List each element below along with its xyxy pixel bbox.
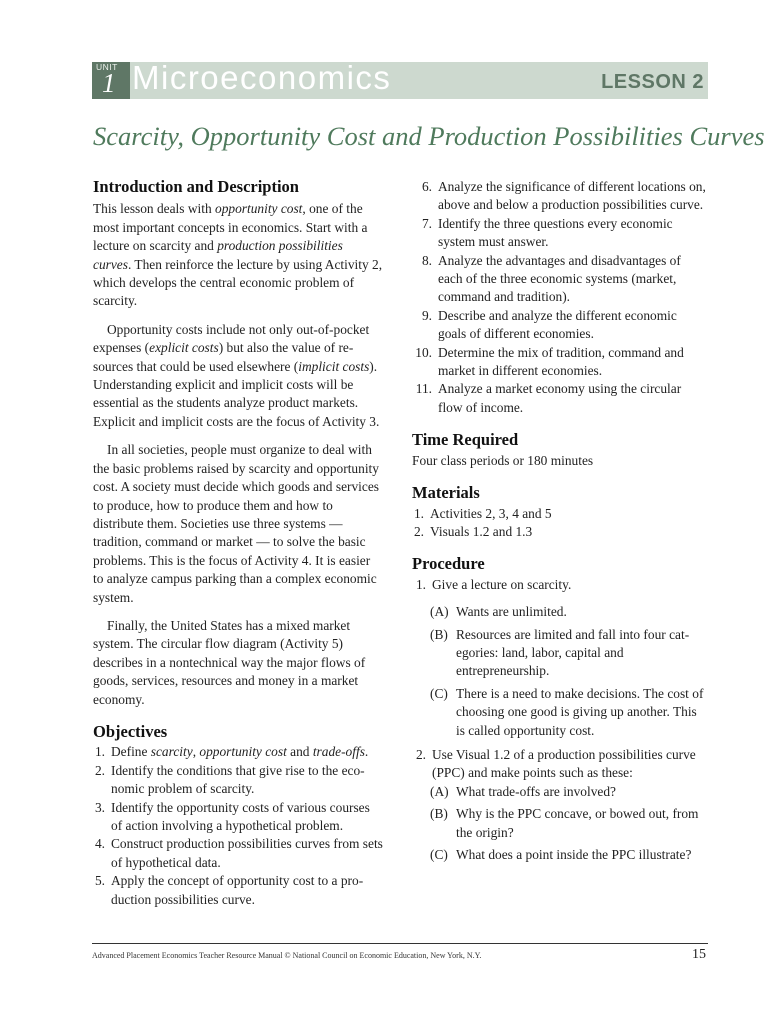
procedure-substep-label: (C)	[430, 685, 448, 701]
procedure-step-number: 1.	[415, 576, 426, 592]
procedure-step	[412, 746, 708, 783]
unit-label: UNIT	[96, 62, 118, 72]
objective-item-number: 4.	[94, 836, 105, 852]
procedure-substep	[430, 626, 708, 681]
objective-item	[93, 872, 383, 909]
objective-item-number: 1.	[94, 744, 105, 760]
page-number: 15	[692, 947, 706, 962]
materials-item	[412, 523, 708, 541]
objective-item	[93, 762, 383, 799]
time-required-heading: Time Required	[412, 430, 519, 450]
intro-heading: Introduction and Description	[93, 177, 299, 196]
italic-term: opportunity cost	[215, 201, 303, 217]
lesson-title: Scarcity, Opportunity Cost and Production Possibilities Curves	[93, 121, 765, 151]
procedure-substep-text: Why is the PPC concave, or bowed out, from the origin?	[456, 806, 699, 840]
lesson-label: LESSON 2	[601, 71, 704, 93]
italic-term: implicit costs	[298, 358, 370, 374]
left-column	[93, 178, 383, 909]
objective-item	[412, 178, 708, 215]
objective-item-text: Analyze a market economy using the circular flow of income.	[438, 381, 682, 415]
objective-item-text: Identify the conditions that give rise to the economic problem of scarcity.	[111, 762, 365, 797]
procedure-substep-label: (A)	[430, 604, 449, 620]
procedure-substep	[430, 846, 708, 864]
objective-item	[93, 743, 383, 761]
objectives-heading: Objectives	[93, 721, 168, 741]
objective-item-text: Determine the mix of tradition, command and market in different economies.	[438, 344, 684, 379]
procedure-substeps	[430, 783, 708, 865]
objective-item-number: 3.	[94, 799, 105, 815]
materials-list	[412, 505, 708, 542]
italic-term: explicit costs	[149, 340, 219, 356]
procedure-heading: Procedure	[412, 554, 485, 574]
intro-paragraph: Opportunity costs include not only out-of-pocket expenses (explicit costs) but also the value of resources that could be used elsewhere (implicit costs). Understanding explicit and implicit costs will be essential as the students analyze product markets. Explicit and implicit costs are the focus of Activity 3.	[93, 321, 380, 429]
objective-item	[93, 799, 383, 836]
procedure-substep-label: (B)	[430, 626, 448, 642]
materials-item-text: Visuals 1.2 and 1.3	[430, 523, 533, 539]
intro-paragraph: In all societies, people must organize to deal with the basic problems raised by scarcity and opportunity cost. A society must decide which goods and services to produce, how to produce them and how to distribute them. Societies use three systems — tradition, command or market — to solve the basic problems. This is the focus of Activity 4. It is easier to analyze campus parking than a complex economic system.	[93, 442, 379, 605]
materials-item	[412, 505, 708, 523]
procedure-step-number: 2.	[415, 746, 426, 762]
procedure-substep-text: There is a need to make decisions. The cost of choosing one good is giving up another. This is called opportunity cost.	[456, 685, 704, 738]
procedure-step-text: Give a lecture on scarcity.	[432, 576, 572, 592]
italic-term: opportunity cost	[199, 744, 287, 760]
objective-item	[412, 307, 708, 344]
procedure-step-text: Use Visual 1.2 of a production possibilities curve (PPC) and make points such as these:	[432, 746, 696, 781]
procedure-substep-text: Wants are unlimited.	[456, 604, 567, 620]
objective-item-number: 7.	[421, 215, 432, 231]
italic-term: production possibilities curves	[93, 238, 343, 272]
materials-item-number: 2.	[413, 523, 424, 539]
objective-item-text: Analyze the significance of different locations on, above and below a production possibilities curve.	[438, 179, 706, 213]
materials-item-number: 1.	[413, 505, 424, 521]
unit-number: 1	[102, 68, 116, 98]
procedure-step	[412, 576, 708, 594]
procedure-substeps	[430, 603, 708, 740]
procedure-substep	[430, 805, 708, 842]
objective-item-text: Apply the concept of opportunity cost to a production possibilities curve.	[111, 873, 364, 907]
procedure-substep-text: Resources are limited and fall into four categories: land, labor, capital and entrepreneurship.	[456, 626, 690, 679]
procedure-substep-label: (A)	[430, 783, 449, 799]
procedure-substep	[430, 685, 708, 740]
italic-term: trade-offs	[312, 744, 365, 760]
footer-rule	[92, 943, 708, 944]
objective-item-text: Analyze the advantages and disadvantages of each of the three economic systems (market, command and tradition).	[438, 252, 681, 305]
procedure-substep	[430, 783, 708, 801]
objective-item-number: 11.	[415, 381, 432, 397]
objective-item-text: Define scarcity, opportunity cost and trade-offs.	[111, 744, 369, 760]
objective-item-number: 6.	[421, 179, 432, 194]
procedure-substep	[430, 603, 708, 621]
objective-item	[412, 380, 708, 417]
procedure-substep-label: (C)	[430, 847, 448, 862]
objective-item-text: Describe and analyze the different economic goals of different economies.	[438, 307, 677, 342]
objectives-list	[93, 743, 383, 909]
objective-item-text: Identify the opportunity costs of various courses of action involving a hypothetical problem.	[111, 799, 370, 833]
objective-item	[412, 344, 708, 381]
materials-item-text: Activities 2, 3, 4 and 5	[430, 505, 552, 521]
objective-item	[412, 215, 708, 252]
materials-heading: Materials	[412, 483, 480, 503]
intro-paragraph: This lesson deals with opportunity cost, one of the most important concepts in economics. Start with a lecture on scarcity and production possibilities curves. Then reinforce the lecture by using Activity 2, which develops the central economic problem of scarcity.	[93, 201, 383, 309]
procedure-substep-text: What does a point inside the PPC illustrate?	[456, 847, 692, 862]
objective-item-number: 10.	[415, 344, 432, 360]
procedure-substep-label: (B)	[430, 806, 448, 822]
objective-item-number: 5.	[94, 873, 105, 889]
objective-item-text: Construct production possibilities curves from sets of hypothetical data.	[111, 836, 383, 870]
subject-title: Microeconomics	[132, 59, 392, 96]
footer-credit: Advanced Placement Economics Teacher Resource Manual © National Council on Economic Education, New York, N.Y.	[92, 951, 482, 960]
objective-item-number: 9.	[421, 307, 432, 323]
procedure-list	[412, 576, 708, 865]
right-column	[412, 178, 708, 868]
objective-item	[93, 835, 383, 872]
intro-paragraph: Finally, the United States has a mixed market system. The circular flow diagram (Activity 5) describes in a nontechnical way the major flows of goods, services, resources and money in a market economy.	[93, 617, 366, 707]
objective-item	[412, 252, 708, 307]
objective-item-number: 8.	[421, 252, 432, 268]
objective-item-text: Identify the three questions every economic system must answer.	[438, 215, 673, 250]
time-required-text: Four class periods or 180 minutes	[412, 452, 594, 468]
procedure-substep-text: What trade-offs are involved?	[456, 783, 616, 799]
objectives-list-continued	[412, 178, 708, 417]
objective-item-number: 2.	[94, 762, 105, 778]
italic-term: scarcity	[150, 744, 193, 760]
